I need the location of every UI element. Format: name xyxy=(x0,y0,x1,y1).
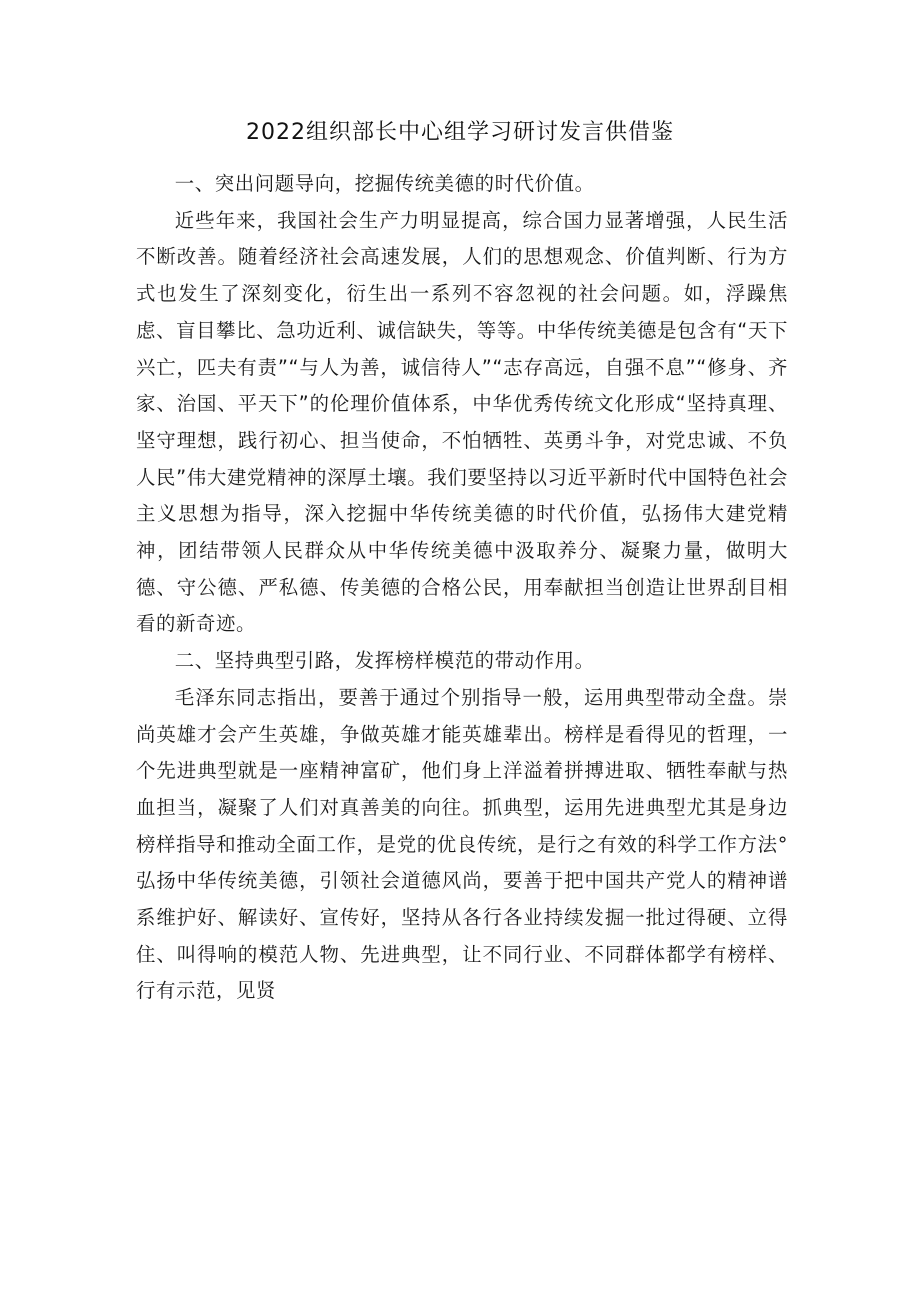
section-heading-2: 二、坚持典型引路，发挥榜样模范的带动作用。 xyxy=(174,649,595,673)
paragraph-2: 毛泽东同志指出，要善于通过个别指导一般，运用典型带动全盘。崇尚英雄才会产生英雄，争做英雄才能英雄辈出。榜样是看得见的哲理，一个先进典型就是一座精神富矿，他们身上洋溢着拼搏进取、牺牲奉献与热血担当，凝聚了人们对真善美的向往。抓典型，运用先进典型尤其是身边榜样指导和推动全面工作，是党的优良传统，是行之有效的科学工作方法°弘扬中华传统美德，引领社会道德风尚，要善于把中国共产党人的精神谱系维护好、解读好、宣传好，坚持从各行各业持续发掘一批过得硬、立得住、叫得响的模范人物、先进典型，让不同行业、不同群体都学有榜样、行有示范，见贤 xyxy=(136,685,788,1003)
paragraph-1: 近些年来，我国社会生产力明显提高，综合国力显著增强，人民生活不断改善。随着经济社会高速发展，人们的思想观念、价值判断、行为方式也发生了深刻变化，衍生出一系列不容忽视的社会问题。如，浮躁焦虑、盲目攀比、急功近利、诚信缺失，等等。中华传统美德是包含有“天下兴亡，匹夫有责”“与人为善，诚信待人”“志存高远，自强不息”“修身、齐家、治国、平天下”的伦理价值体系，中华优秀传统文化形成“坚持真理、坚守理想，践行初心、担当使命，不怕牺牲、英勇斗争，对党忠诚、不负人民”伟大建党精神的深厚土壤。我们要坚持以习近平新时代中国特色社会主义思想为指导，深入挖掘中华传统美德的时代价值，弘扬伟大建党精神，团结带领人民群众从中华传统美德中汲取养分、凝聚力量，做明大德、守公德、严私德、传美德的合格公民，用奉献担当创造让世界刮目相看的新奇迹。 xyxy=(136,208,788,636)
document-title: 2022组织部长中心组学习研讨发言供借鉴 xyxy=(246,120,674,145)
document-body xyxy=(136,166,788,1010)
section-heading-1: 一、突出问题导向，挖掘传统美德的时代价值。 xyxy=(174,172,595,195)
